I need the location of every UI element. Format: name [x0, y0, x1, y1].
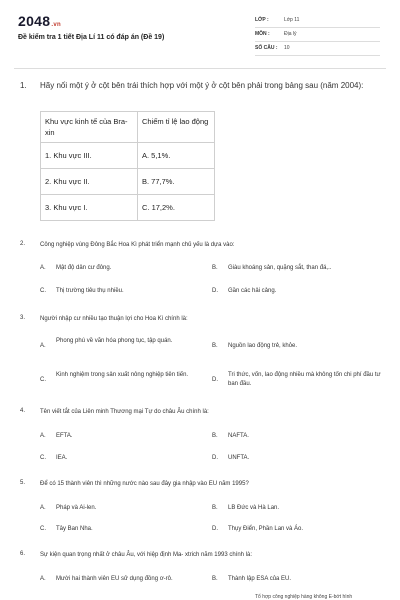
option-letter: B.	[212, 505, 218, 511]
option-letter: A.	[40, 576, 46, 582]
matching-table	[40, 111, 215, 221]
option-letter: A.	[40, 343, 46, 349]
option-text: Tri thức, vốn, lao động nhiều mà không tốn chi phí đầu tư ban đầu.	[228, 372, 381, 387]
table-cell: 1. Khu vực III.	[41, 143, 138, 169]
logo-tld: .vn	[51, 22, 61, 28]
option-text: IEA.	[56, 455, 68, 461]
table-row	[41, 195, 215, 221]
option-text: Gần các hải cảng.	[228, 288, 277, 294]
option-text: Tây Ban Nha.	[56, 526, 93, 532]
option-letter: B.	[212, 433, 218, 439]
option-letter: A.	[40, 433, 46, 439]
option-letter: C.	[40, 288, 46, 294]
option-letter: B.	[212, 265, 218, 271]
option-text: LB Đức và Hà Lan.	[228, 505, 280, 511]
option-text: NAFTA.	[228, 433, 249, 439]
option-letter: C.	[40, 377, 46, 383]
meta-count-row	[255, 43, 380, 56]
meta-subject-row	[255, 29, 380, 42]
option-letter: C.	[40, 455, 46, 461]
table-header-cell: Khu vực kinh tế của Bra-xin	[41, 112, 138, 143]
option-letter: D.	[212, 288, 218, 294]
table-header-cell: Chiếm tỉ lệ lao động	[138, 112, 215, 143]
option-text: EFTA.	[56, 433, 73, 439]
meta-value: Địa lý	[284, 31, 297, 37]
table-cell: A. 5,1%.	[138, 143, 215, 169]
option-text: Thành lập ESA của EU.	[228, 576, 292, 582]
option-text: UNFTA.	[228, 455, 250, 461]
option-d[interactable]	[212, 371, 387, 391]
question-number: 1.	[20, 81, 27, 90]
option-text: Kinh nghiệm trong sản xuất nông nghiệp tiên tiến.	[56, 372, 189, 378]
cut-off-option-text: Tổ hợp công nghiệp hàng không E-bớt hình	[255, 594, 353, 600]
question-text: Người nhập cư nhiều tạo thuận lợi cho Hoa Kì chính là:	[40, 316, 188, 322]
header-divider	[14, 68, 386, 69]
option-letter: D.	[212, 526, 218, 532]
option-text: Nguồn lao động trẻ, khỏe.	[228, 343, 298, 349]
table-row	[41, 169, 215, 195]
question-text: Để có 15 thành viên thì những nước nào sau đây gia nhập vào EU năm 1995?	[40, 481, 249, 487]
logo-text: 2048	[18, 13, 51, 29]
option-text: Phong phú về văn hóa phong tục, tập quán.	[56, 338, 173, 344]
option-letter: D.	[212, 377, 218, 383]
meta-class-row	[255, 15, 380, 28]
question-text: Tên viết tắt của Liên minh Thương mại Tự do châu Âu chính là:	[40, 409, 209, 415]
option-letter: D.	[212, 455, 218, 461]
question-text: Công nghiệp vùng Đông Bắc Hoa Kì phát triển mạnh chủ yếu là dựa vào:	[40, 242, 235, 248]
question-text: Hãy nối một ý ở cột bên trái thích hợp với một ý ở cột bên phải trong bảng sau (năm 2004):	[40, 81, 364, 90]
meta-key: SỐ CÂU :	[255, 45, 278, 51]
site-logo[interactable]	[18, 13, 61, 29]
option-text: Thị trường tiêu thụ nhiều.	[56, 288, 124, 294]
question-number: 6.	[20, 551, 26, 557]
table-cell: 2. Khu vực II.	[41, 169, 138, 195]
question-text: Sự kiện quan trọng nhất ở châu Âu, với hiệp định Ma- xtrich năm 1993 chính là:	[40, 552, 253, 558]
option-text: Pháp và Ai-len.	[56, 505, 97, 511]
table-cell: C. 17,2%.	[138, 195, 215, 221]
document-title: Đề kiểm tra 1 tiết Địa Lí 11 có đáp án (Đề 19)	[18, 34, 165, 41]
option-a[interactable]	[40, 337, 200, 357]
meta-key: MÔN :	[255, 31, 270, 37]
option-text: Thụy Điển, Phần Lan và Áo.	[228, 526, 304, 532]
option-letter: A.	[40, 505, 46, 511]
page-header	[0, 0, 400, 68]
meta-value: 10	[284, 45, 290, 51]
option-c[interactable]	[40, 371, 200, 391]
option-text: Mười hai thành viên EU sử dụng đồng ơ-rô.	[56, 576, 173, 582]
question-number: 2.	[20, 241, 26, 247]
table-cell: 3. Khu vực I.	[41, 195, 138, 221]
meta-key: LỚP :	[255, 17, 269, 23]
meta-value: Lớp 11	[284, 17, 300, 23]
question-number: 4.	[20, 408, 26, 414]
table-header-row	[41, 112, 215, 143]
question-number: 3.	[20, 315, 26, 321]
option-letter: B.	[212, 343, 218, 349]
option-text: Mật độ dân cư đông.	[56, 265, 112, 271]
table-row	[41, 143, 215, 169]
option-letter: A.	[40, 265, 46, 271]
table-cell: B. 77,7%.	[138, 169, 215, 195]
option-letter: C.	[40, 526, 46, 532]
option-text: Giàu khoáng sản, quặng sắt, than đá,..	[228, 265, 332, 271]
question-number: 5.	[20, 480, 26, 486]
option-letter: B.	[212, 576, 218, 582]
